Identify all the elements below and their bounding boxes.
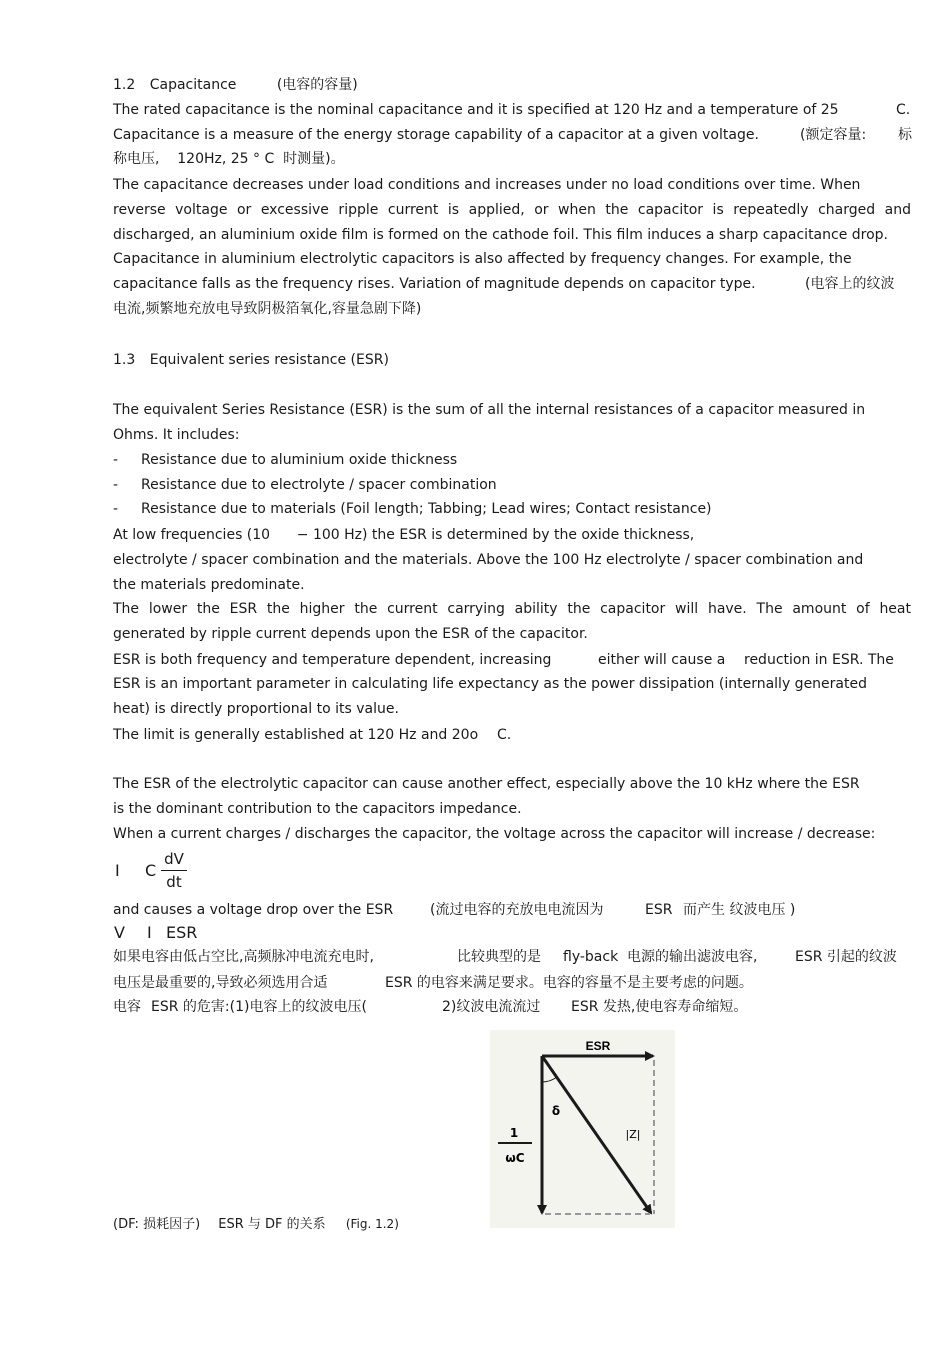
bullet-text: Resistance due to aluminium oxide thickness [141, 452, 458, 468]
equation-current-i2: I [147, 923, 152, 942]
esr-p6-line3: When a current charges / discharges the capacitor, the voltage across the capacitor will increase / decrease: [113, 826, 876, 842]
esr-p7-line1-cn: (流过电容的充放电电流因为 [430, 902, 604, 918]
cn-line3-a: 电容 [113, 999, 141, 1015]
heading-title: Equivalent series resistance (ESR) [149, 352, 389, 368]
esr-p2-line3: the materials predominate. [113, 577, 305, 593]
text: The rated capacitance is the nominal capacitance and it is specified at 120 Hz and a temperature of 25 [113, 102, 839, 118]
section-1-2-heading [113, 76, 358, 94]
caption-figure-number: (Fig. 1.2) [345, 1217, 399, 1231]
esr-p4-line1c: reduction in ESR. The [744, 652, 894, 668]
equation-capacitance-c: C [145, 861, 157, 880]
cap-p3-line3: 电流,频繁地充放电导致阴极箔氧化,容量急剧下降) [113, 301, 422, 317]
esr-p4-line3: heat) is directly proportional to its value. [113, 701, 399, 717]
cn-line1-e: ESR 引起的纹波 [795, 949, 897, 965]
cap-p1-line1-end: C. [896, 102, 911, 118]
esr-p5-line1b: C. [497, 727, 512, 743]
cn-line1-a: 如果电容由低占空比,高频脉冲电流充电时, [113, 949, 374, 965]
delta-angle-arc [542, 1077, 557, 1082]
equation-voltage-v: V [114, 923, 125, 942]
bullet-text: Resistance due to materials (Foil length; Tabbing; Lead wires; Contact resistance) [141, 501, 712, 517]
esr-label: ESR [585, 1039, 611, 1053]
cap-p2-line3: discharged, an aluminium oxide film is formed on the cathode foil. This film induces a sharp capacitance drop. [113, 227, 889, 243]
reactance-denominator: ωC [505, 1151, 525, 1165]
bullet-item [113, 451, 458, 469]
caption-df: (DF: 损耗因子) [113, 1217, 201, 1232]
section-1-3-heading [113, 351, 389, 369]
cap-p1-line2-cn-b: 标 [898, 127, 912, 143]
esr-p3-line2: generated by ripple current depends upon the ESR of the capacitor. [113, 626, 588, 642]
equation-fraction [161, 850, 187, 891]
cn-line2-b: ESR 的电容来满足要求。电容的容量不是主要考虑的问题。 [385, 975, 753, 991]
equation-current-i: I [115, 861, 120, 880]
heading-number: 1.2 [113, 77, 136, 93]
heading-title: Capacitance [149, 77, 237, 93]
cn-line1-d: 电源的输出滤波电容, [627, 949, 758, 965]
reactance-numerator: 1 [509, 1126, 519, 1140]
bullet-marker: - [113, 501, 119, 517]
cn-line3-c: 2)纹波电流流过 [442, 999, 541, 1015]
heading-chinese: (电容的容量) [276, 77, 358, 93]
caption-esr-df: ESR 与 DF 的关系 [218, 1217, 326, 1232]
cap-p3-line2: capacitance falls as the frequency rises. Variation of magnitude depends on capacitor type. [113, 276, 756, 292]
cap-p1-line2-cn-a: (额定容量: [800, 127, 867, 143]
vector-diagram-svg [490, 1030, 675, 1228]
esr-p3-line1: The lower the ESR the higher the current carrying ability the capacitor will have. The amount of heat [113, 601, 911, 617]
cn-line1-b: 比较典型的是 [457, 949, 541, 965]
cn-line1-c: fly-back [563, 949, 619, 965]
esr-p4-line1b: either will cause a [598, 652, 726, 668]
cn-line3-d: ESR 发热,使电容寿命缩短。 [571, 999, 748, 1015]
esr-p6-line1: The ESR of the electrolytic capacitor can cause another effect, especially above the 10 kHz where the ESR [113, 776, 860, 792]
cap-p3-line1: Capacitance in aluminium electrolytic capacitors is also affected by frequency changes. For example, the [113, 251, 852, 267]
cap-p1-line2: Capacitance is a measure of the energy storage capability of a capacitor at a given voltage. [113, 127, 759, 143]
cn-line3-b: ESR 的危害:(1)电容上的纹波电压( [151, 999, 367, 1015]
figure-caption [113, 1215, 399, 1234]
equation-esr: ESR [166, 923, 198, 942]
esr-p1-line1: The equivalent Series Resistance (ESR) is the sum of all the internal resistances of a capacitor measured in [113, 402, 866, 418]
cap-p3-line2-cn: (电容上的纹波 [805, 276, 895, 292]
impedance-label: |Z| [625, 1128, 641, 1141]
esr-p4-line2: ESR is an important parameter in calculating life expectancy as the power dissipation (internally generated [113, 676, 867, 692]
esr-p1-line2: Ohms. It includes: [113, 427, 240, 443]
fraction-numerator: dV [164, 850, 184, 868]
bullet-text: Resistance due to electrolyte / spacer combination [141, 477, 497, 493]
esr-p2-line2: electrolyte / spacer combination and the materials. Above the 100 Hz electrolyte / spacer combination and [113, 552, 864, 568]
esr-p6-line2: is the dominant contribution to the capacitors impedance. [113, 801, 522, 817]
bullet-item [113, 500, 712, 518]
bullet-marker: - [113, 477, 119, 493]
cap-p1-line1 [113, 101, 839, 119]
fraction-denominator: dt [166, 873, 182, 891]
esr-p7-line1: and causes a voltage drop over the ESR [113, 902, 394, 918]
esr-p7-line1-esr: ESR [645, 902, 673, 918]
esr-p5-line1a: The limit is generally established at 120 Hz and 20o [113, 727, 479, 743]
heading-number: 1.3 [113, 352, 136, 368]
esr-p7-line1-cn2: 而产生 纹波电压 ) [683, 902, 796, 918]
cap-p1-line3: 称电压, 120Hz, 25 ° C 时测量)。 [113, 151, 345, 167]
delta-label: δ [551, 1104, 561, 1118]
cap-p2-line1: The capacitance decreases under load conditions and increases under no load conditions over time. When [113, 177, 861, 193]
bullet-item [113, 476, 497, 494]
bullet-marker: - [113, 452, 119, 468]
cn-line2-a: 电压是最重要的,导致必须选用合适 [113, 975, 328, 991]
esr-p4-line1a: ESR is both frequency and temperature dependent, increasing [113, 652, 552, 668]
fraction-bar [161, 870, 187, 871]
esr-df-diagram [490, 1030, 675, 1228]
esr-p2-line1: At low frequencies (10 − 100 Hz) the ESR is determined by the oxide thickness, [113, 527, 695, 543]
cap-p2-line2: reverse voltage or excessive ripple current is applied, or when the capacitor is repeatedly charged and [113, 202, 911, 218]
